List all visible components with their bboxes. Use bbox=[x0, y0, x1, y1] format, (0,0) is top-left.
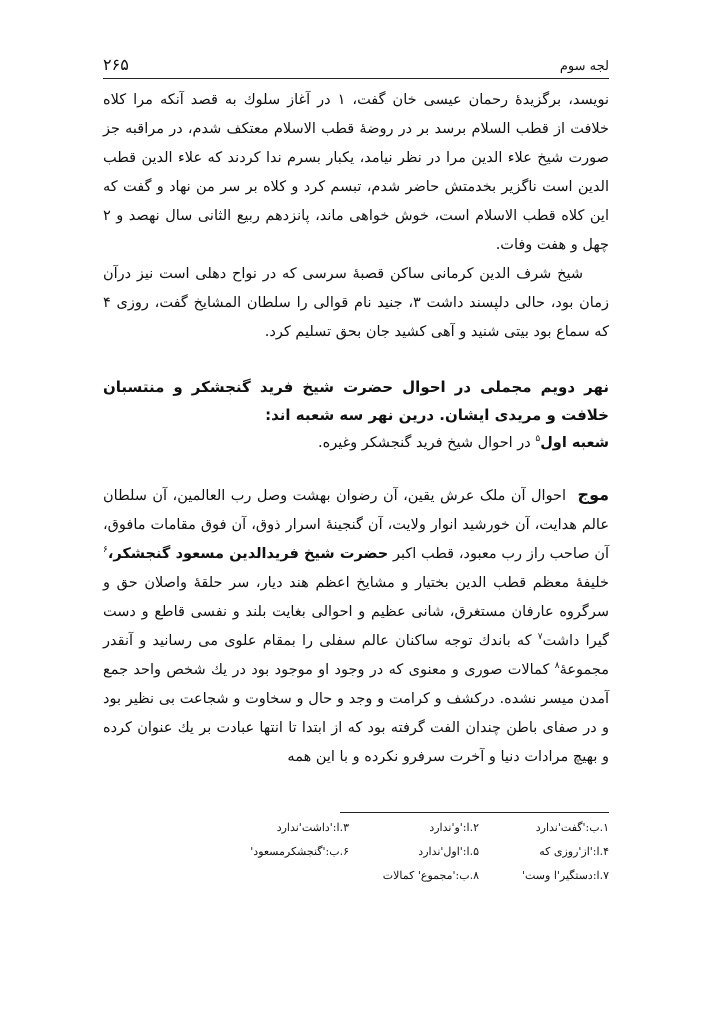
mowj-label: موج bbox=[577, 485, 609, 504]
paragraph-2: شیخ شرف الدین کرمانی ساکن قصبهٔ سرسی که در نواح دهلی است نیز درآن زمان بود، حالی دلپسند داشت ۳، جنید نام قوالی را سلطان المشایخ گفت، روزی ۴ که سماع بود بیتی شنید و آهی کشید جان بحق تسلیم کرد. bbox=[103, 266, 609, 340]
chapter-title: لجه سوم bbox=[559, 59, 609, 74]
main-text bbox=[103, 86, 609, 772]
paragraph-1: نویسد، برگزیدهٔ رحمان عیسی خان گفت، ۱ در آغاز سلوك به قصد آنکه مرا کلاه خلافت از قطب السلام برسد بر در روضهٔ قطب الاسلام معتکف شدم، در مراقبه جز صورت شیخ علاء الدین مرا در نظر نیامد، یکبار بسرم ندا کردند که علاء الدین قطب الدین است ناگزیر بخدمتش حاضر شدم، تبسم کرد و کلاه بر سر من نهاد و گفت که این کلاه قطب الاسلام است، خوش خواهی ماند، پانزدهم ربیع الثانی سال نهصد و ۲ چهل و هفت وفات. bbox=[103, 92, 609, 253]
footnote-5: ۵.ا:'اول'ندارد bbox=[418, 845, 479, 858]
footnote-divider bbox=[340, 812, 609, 813]
footnotes bbox=[180, 816, 609, 888]
footnote-1: ۱.ب:'گفت'ندارد bbox=[535, 821, 609, 834]
mowj-paragraph bbox=[103, 480, 609, 772]
mowj-text-d: کمالات صوری و معنوی که در وجود او موجود بود در یك شخص واحد جمع آمدن میسر نشده. درکشف و کرامت و وجد و حال و سخاوت و شجاعت بی نظیر بود و در صفای باطن چندان الفت گرفته بود که از ابتدا تا انتها عبادت بر یك عنوان کرده و بهیچ مرادات دنیا و آخرت سرفرو نکرده و با این همه bbox=[103, 662, 609, 765]
footnote-3: ۳.ا:'داشت'ندارد bbox=[276, 821, 349, 834]
footnote-4: ۴.ا:'از'روزی که bbox=[539, 845, 609, 858]
footnote-ref-8: ۸ bbox=[554, 661, 560, 672]
footnote-ref-5: ۵ bbox=[535, 434, 541, 445]
footnote-6: ۶.ب:'گنجشکرمسعود' bbox=[250, 845, 349, 858]
page-number: ۲۶۵ bbox=[103, 55, 129, 74]
footnote-7: ۷.ا:دستگیر'ا وست' bbox=[521, 869, 609, 882]
mowj-text-b: خلیفهٔ معظم قطب الدین بختیار و مشایخ اعظم هند دیار، سر حلقهٔ واصلان حق و سرگروه عارفان مستغرق، شانی عظیم و احوالی بغایت بلند و نفسی قاطع و دست گیرا داشت bbox=[103, 575, 609, 649]
footnote-row bbox=[180, 840, 609, 864]
footnote-row bbox=[180, 816, 609, 840]
sheikh-name: حضرت شیخ فریدالدین مسعود گنجشکر، bbox=[107, 546, 389, 562]
branch-label: شعبه اول bbox=[540, 435, 609, 451]
mowj-text-c: که باندك توجه ساکنان عالم سفلی را بمقام علوی می رسانید و آنقدر مجموعهٔ bbox=[103, 633, 609, 678]
footnote-ref-6: ۶ bbox=[103, 545, 108, 556]
footnote-2: ۲.ا:'و'ندارد bbox=[429, 821, 479, 834]
branch-line bbox=[103, 429, 609, 458]
mowj-text-a: احوال آن ملک عرش یقین، آن رضوان بهشت وصل رب العالمین، آن سلطان عالم هدایت، آن خورشید انوار ولایت، آن گنجینهٔ اسرار ذوق، آن فوق مقامات مافوق، آن صاحب راز رب معبود، قطب اکبر bbox=[103, 488, 609, 562]
page-header bbox=[103, 48, 609, 79]
section-heading: نهر دویم مجملی در احوال حضرت شیخ فرید گنجشکر و منتسبان خلافت و مریدی ایشان. درین نهر سه شعبه اند: bbox=[103, 378, 609, 424]
footnote-8: ۸.ب:'مجموع' کمالات bbox=[382, 869, 479, 882]
branch-text: در احوال شیخ فرید گنجشکر وغیره. bbox=[318, 435, 531, 451]
footnote-row bbox=[180, 864, 609, 888]
footnote-ref-7: ۷ bbox=[537, 632, 543, 643]
